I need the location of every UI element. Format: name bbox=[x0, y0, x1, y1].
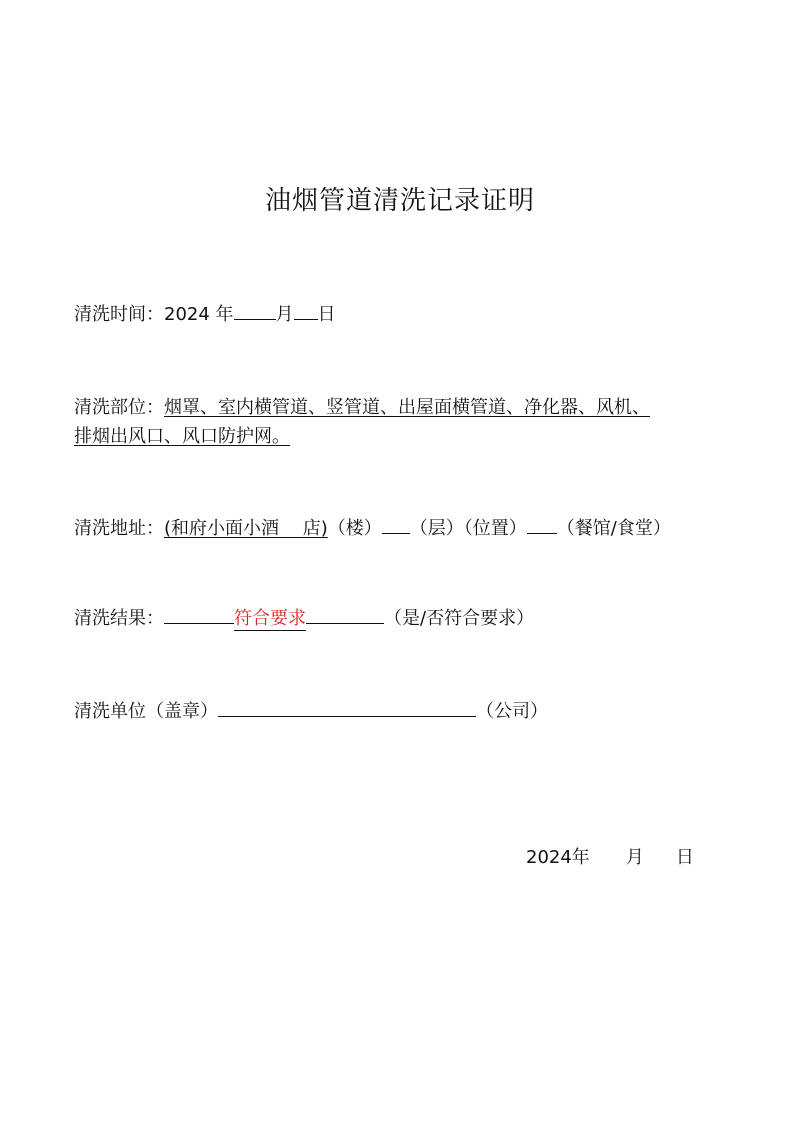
day-blank[interactable] bbox=[294, 301, 318, 320]
cleaning-unit-row bbox=[74, 698, 548, 725]
cleaning-time-label: 清洗时间： bbox=[74, 304, 164, 325]
footer-year: 2024年 bbox=[526, 847, 590, 868]
floor-label: （层） bbox=[409, 518, 464, 539]
cleaning-time-row bbox=[74, 301, 336, 328]
floor-blank[interactable] bbox=[382, 515, 410, 534]
month-blank[interactable] bbox=[234, 301, 276, 320]
cleaning-parts-line1: 烟罩、室内横管道、竖管道、出屋面横管道、净化器、风机、 bbox=[164, 397, 650, 418]
footer-month: 月 bbox=[625, 847, 644, 868]
position-label: （位置） bbox=[463, 518, 527, 539]
result-blank-right bbox=[306, 623, 384, 624]
cleaning-time-year: 2024 年 bbox=[164, 304, 234, 325]
venue-type-label: （餐馆/食堂） bbox=[556, 518, 671, 539]
cleaning-result-hint: （是/否符合要求） bbox=[384, 608, 535, 629]
cleaning-unit-label: 清洗单位（盖章） bbox=[74, 701, 218, 722]
cleaning-time-day: 日 bbox=[317, 304, 336, 325]
cleaning-result-value[interactable]: 符合要求 bbox=[234, 608, 306, 629]
cleaning-parts-line2: 排烟出风口、风口防护网。 bbox=[74, 426, 290, 447]
cleaning-address-label: 清洗地址： bbox=[74, 518, 164, 539]
cleaning-time-month: 月 bbox=[275, 304, 294, 325]
cleaning-result-label: 清洗结果： bbox=[74, 608, 164, 629]
cleaning-parts-row-2 bbox=[74, 424, 290, 450]
building-label: （楼） bbox=[327, 518, 382, 539]
result-blank-left bbox=[164, 623, 234, 624]
store-name: (和府小面小酒 店) bbox=[164, 518, 328, 539]
company-name-blank[interactable] bbox=[218, 698, 476, 717]
cleaning-parts-label: 清洗部位： bbox=[74, 397, 164, 418]
footer-date bbox=[526, 845, 694, 871]
cleaning-address-row bbox=[74, 515, 671, 542]
page-title: 油烟管道清洗记录证明 bbox=[264, 186, 535, 216]
cleaning-result-row bbox=[74, 606, 534, 632]
type-blank[interactable] bbox=[527, 515, 557, 534]
footer-day: 日 bbox=[675, 847, 694, 868]
cleaning-parts-row bbox=[74, 395, 650, 421]
cleaning-unit-suffix: （公司） bbox=[476, 701, 548, 722]
